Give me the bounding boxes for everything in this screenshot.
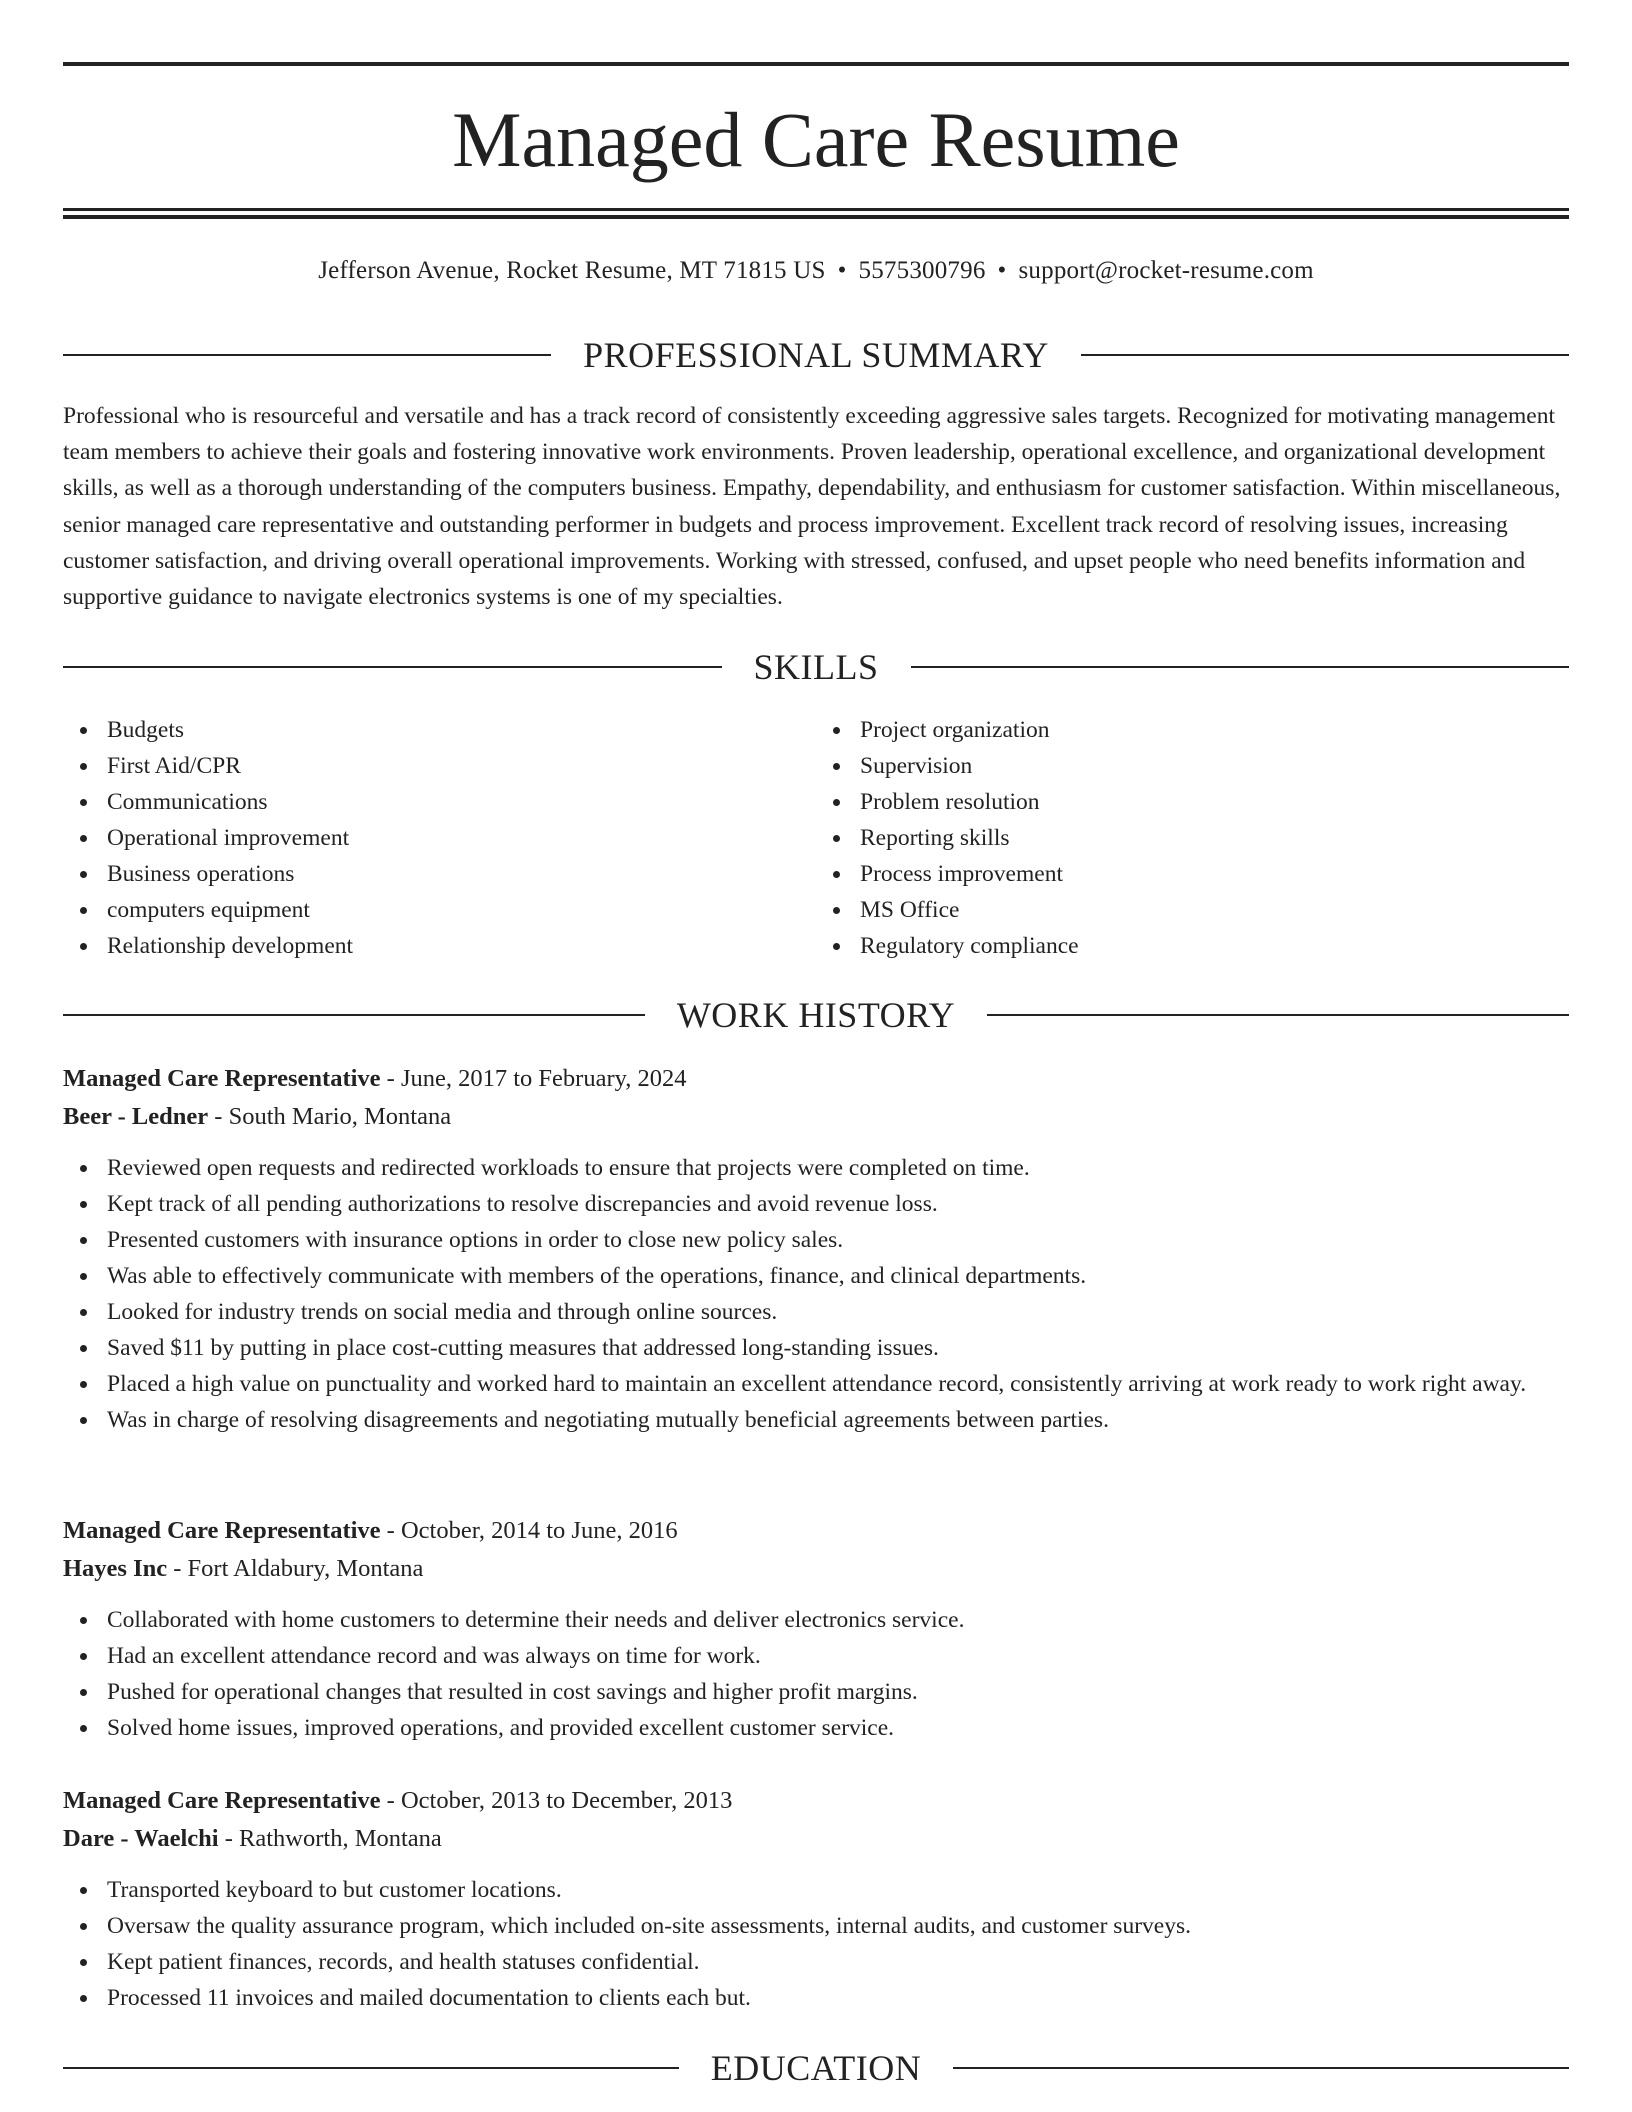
job-role-line <box>63 1782 1569 1820</box>
section-rule <box>63 2067 679 2069</box>
section-header-work <box>63 993 1569 1037</box>
skill-item: Process improvement <box>816 856 1569 892</box>
skill-item: Reporting skills <box>816 820 1569 856</box>
section-rule <box>911 666 1570 668</box>
job-company-line <box>63 1550 1569 1588</box>
job-dates: - June, 2017 to February, 2024 <box>380 1065 687 1092</box>
job-bullet: Presented customers with insurance options in order to close new policy sales. <box>63 1222 1569 1258</box>
job-company: Dare - Waelchi <box>63 1825 219 1852</box>
section-rule <box>63 666 722 668</box>
section-rule <box>987 1014 1569 1016</box>
job-bullet: Solved home issues, improved operations, and provided excellent customer service. <box>63 1710 1569 1746</box>
skill-item: MS Office <box>816 892 1569 928</box>
skills-list <box>63 712 1569 964</box>
job-bullet: Saved $11 by putting in place cost-cutting measures that addressed long-standing issues. <box>63 1330 1569 1366</box>
job-entry <box>63 1512 1569 1746</box>
job-title: Managed Care Representative <box>63 1517 381 1544</box>
skill-item: computers equipment <box>63 892 816 928</box>
section-rule <box>63 354 551 356</box>
contact-separator: • <box>837 257 847 284</box>
job-bullet: Transported keyboard to but customer locations. <box>63 1872 1569 1908</box>
job-location: - Rathworth, Montana <box>218 1825 442 1852</box>
skills-column-left <box>63 712 816 964</box>
job-company: Beer - Ledner <box>63 1103 209 1130</box>
section-title: PROFESSIONAL SUMMARY <box>583 335 1049 375</box>
skill-item: Relationship development <box>63 928 816 964</box>
job-entry <box>63 1060 1569 1438</box>
section-header-education <box>63 2046 1569 2090</box>
section-title: EDUCATION <box>710 2048 922 2088</box>
job-bullet: Looked for industry trends on social media and through online sources. <box>63 1294 1569 1330</box>
job-bullet: Placed a high value on punctuality and worked hard to maintain an excellent attendance record, consistently arriving at work ready to work right away. <box>63 1366 1569 1402</box>
skill-item: First Aid/CPR <box>63 748 816 784</box>
job-role-line <box>63 1060 1569 1098</box>
skill-item: Regulatory compliance <box>816 928 1569 964</box>
skill-item: Communications <box>63 784 816 820</box>
job-bullets <box>63 1150 1569 1438</box>
top-rule <box>63 62 1569 66</box>
contact-email: support@rocket-resume.com <box>1018 257 1314 284</box>
job-entry <box>63 1782 1569 2016</box>
resume-title: Managed Care Resume <box>452 96 1180 183</box>
job-bullet: Collaborated with home customers to determine their needs and deliver electronics service. <box>63 1602 1569 1638</box>
job-bullet: Kept track of all pending authorizations to resolve discrepancies and avoid revenue loss. <box>63 1186 1569 1222</box>
job-title: Managed Care Representative <box>63 1787 381 1814</box>
title-double-rule <box>63 208 1569 219</box>
job-bullets <box>63 1872 1569 2016</box>
skill-item: Project organization <box>816 712 1569 748</box>
summary-paragraph: Professional who is resourceful and versatile and has a track record of consistently exceeding aggressive sales targets. Recognized for motivating management team members to achieve their goals and fostering innovative work environments. Proven leadership, operational excellence, and organizational development skills, as well as a thorough understanding of the computers business. Empathy, dependability, and enthusiasm for customer satisfaction. Within miscellaneous, senior managed care representative and outstanding performer in budgets and process improvement. Excellent track record of resolving issues, increasing customer satisfaction, and driving overall operational improvements. Working with stressed, confused, and upset people who need benefits information and supportive guidance to navigate electronics systems is one of my specialties. <box>63 403 1561 611</box>
job-bullet: Pushed for operational changes that resulted in cost savings and higher profit margins. <box>63 1674 1569 1710</box>
job-bullet: Kept patient finances, records, and health statuses confidential. <box>63 1944 1569 1980</box>
job-bullet: Oversaw the quality assurance program, which included on-site assessments, internal audits, and customer surveys. <box>63 1908 1569 1944</box>
job-dates: - October, 2014 to June, 2016 <box>380 1517 678 1544</box>
job-company-line <box>63 1098 1569 1136</box>
job-location: - Fort Aldabury, Montana <box>167 1555 424 1582</box>
job-bullet: Was able to effectively communicate with members of the operations, finance, and clinical departments. <box>63 1258 1569 1294</box>
job-location: - South Mario, Montana <box>208 1103 452 1130</box>
job-dates: - October, 2013 to December, 2013 <box>380 1787 733 1814</box>
skill-item: Operational improvement <box>63 820 816 856</box>
section-rule <box>1081 354 1569 356</box>
skill-item: Supervision <box>816 748 1569 784</box>
job-bullet: Was in charge of resolving disagreements and negotiating mutually beneficial agreements between parties. <box>63 1402 1569 1438</box>
job-title: Managed Care Representative <box>63 1065 381 1092</box>
contact-phone: 5575300796 <box>858 257 986 284</box>
section-header-summary <box>63 333 1569 377</box>
contact-address: Jefferson Avenue, Rocket Resume, MT 71815 US <box>318 257 826 284</box>
section-header-skills <box>63 645 1569 689</box>
job-company-line <box>63 1820 1569 1858</box>
job-bullets <box>63 1602 1569 1746</box>
job-bullet: Reviewed open requests and redirected workloads to ensure that projects were completed on time. <box>63 1150 1569 1186</box>
section-title: SKILLS <box>753 647 879 687</box>
section-rule <box>63 1014 645 1016</box>
skill-item: Problem resolution <box>816 784 1569 820</box>
skill-item: Budgets <box>63 712 816 748</box>
skill-item: Business operations <box>63 856 816 892</box>
job-role-line <box>63 1512 1569 1550</box>
job-company: Hayes Inc <box>63 1555 168 1582</box>
section-rule <box>953 2067 1569 2069</box>
job-bullet: Had an excellent attendance record and was always on time for work. <box>63 1638 1569 1674</box>
section-title: WORK HISTORY <box>676 995 956 1035</box>
contact-separator: • <box>997 257 1007 284</box>
job-bullet: Processed 11 invoices and mailed documentation to clients each but. <box>63 1980 1569 2016</box>
contact-line <box>63 254 1569 288</box>
skills-column-right <box>816 712 1569 964</box>
